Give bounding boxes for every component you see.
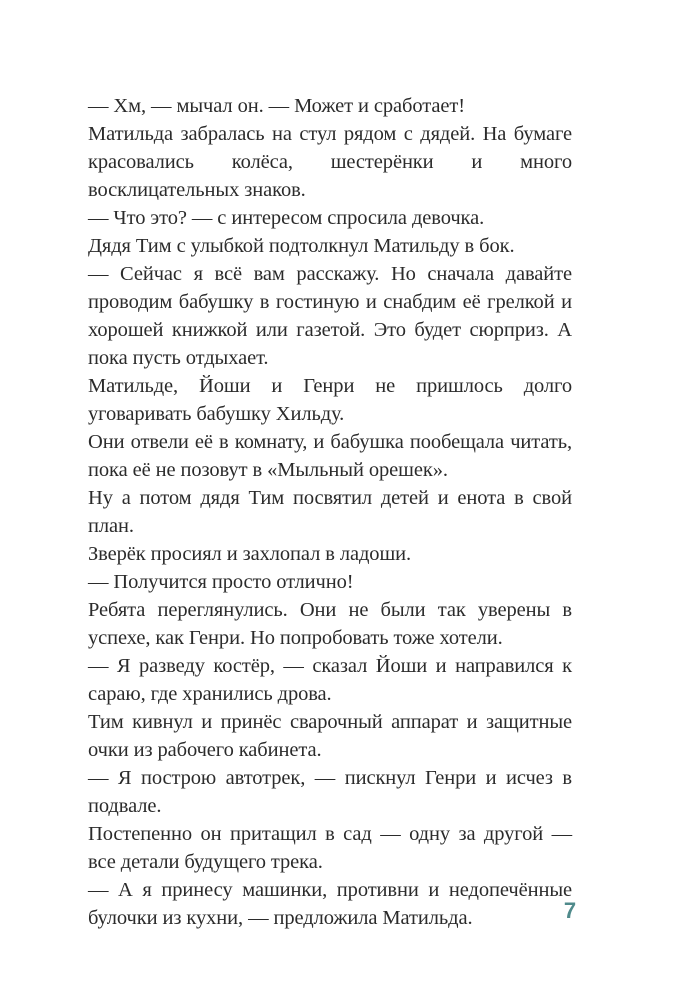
- paragraph: Тим кивнул и принёс сварочный аппарат и защитные очки из рабочего кабинета.: [88, 711, 572, 761]
- paragraph: Дядя Тим с улыбкой подтолкнул Матильду в бок.: [88, 235, 515, 257]
- paragraph: — Хм, — мычал он. — Может и сработает!: [88, 95, 465, 117]
- paragraph: Ребята переглянулись. Они не были так уверены в успехе, как Генри. Но попробовать тоже хотели.: [88, 599, 572, 649]
- paragraph: Матильде, Йоши и Генри не пришлось долго уговаривать бабушку Хильду.: [88, 375, 572, 425]
- paragraph: Ну а потом дядя Тим посвятил детей и енота в свой план.: [88, 487, 572, 537]
- paragraph: Они отвели её в комнату, и бабушка пообещала читать, пока её не позовут в «Мыльный орешек».: [88, 431, 572, 481]
- paragraph: — Что это? — с интересом спросила девочка.: [88, 207, 485, 229]
- paragraph: — Я разведу костёр, — сказал Йоши и направился к сараю, где хранились дрова.: [88, 655, 572, 705]
- paragraph: Постепенно он притащил в сад — одну за другой — все детали будущего трека.: [88, 823, 572, 873]
- paragraph: — Я построю автотрек, — пискнул Генри и исчез в подвале.: [88, 767, 572, 817]
- paragraph: — Получится просто отлично!: [88, 571, 354, 593]
- page-number: 7: [563, 898, 577, 923]
- paragraph: — А я принесу машинки, противни и недопечённые булочки из кухни, — предложила Матильда.: [88, 879, 572, 929]
- paragraph: — Сейчас я всё вам расскажу. Но сначала давайте проводим бабушку в гостиную и снабдим её грелкой и хорошей книжкой или газетой. Это будет сюрприз. А пока пусть отдыхает.: [88, 263, 572, 369]
- body-text: [88, 92, 572, 932]
- paragraph: Зверёк просиял и захлопал в ладоши.: [88, 543, 412, 565]
- paragraph: Матильда забралась на стул рядом с дядей. На бумаге красовались колёса, шестерёнки и много восклицательных знаков.: [88, 123, 572, 201]
